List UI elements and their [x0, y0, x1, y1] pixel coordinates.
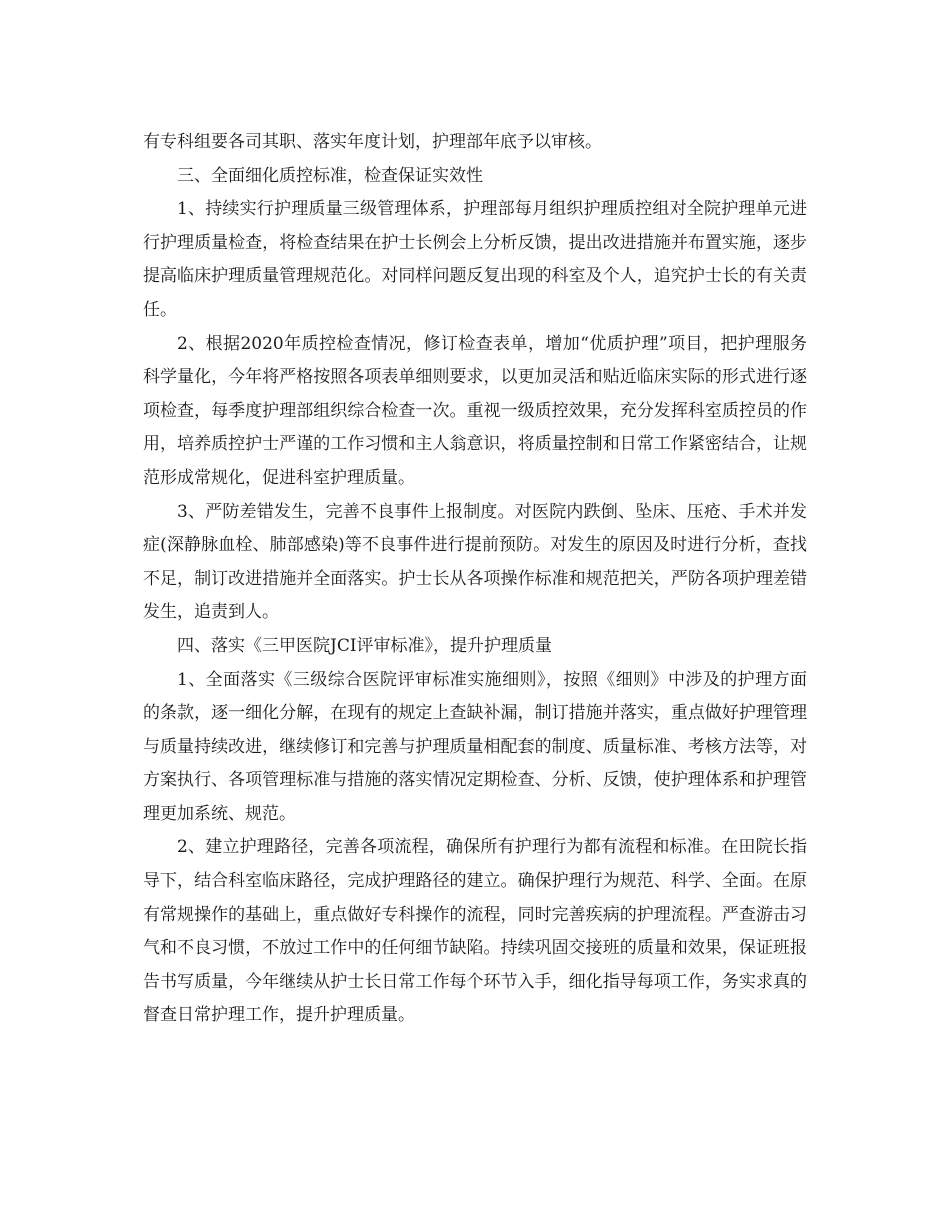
- paragraph-4-2: 2、建立护理路径，完善各项流程，确保所有护理行为都有流程和标准。在田院长指导下，结合科室临床路径，完成护理路径的建立。确保护理行为规范、科学、全面。在原有常规操作的基础上，重点做好专科操作的流程，同时完善疾病的护理流程。严查游击习气和不良习惯，不放过工作中的任何细节缺陷。持续巩固交接班的质量和效果，保证班报告书写质量，今年继续从护士长日常工作每个环节入手，细化指导每项工作，务实求真的督查日常护理工作，提升护理质量。: [143, 837, 807, 1026]
- document-body: [143, 126, 807, 1033]
- section-heading-3: 三、全面细化质控标准，检查保证实效性: [177, 165, 483, 186]
- paragraph-continuation: 有专科组要各司其职、落实年度计划，护理部年底予以审核。: [143, 132, 602, 152]
- paragraph-4-1: 1、全面落实《三级综合医院评审标准实施细则》，按照《细则》中涉及的护理方面的条款，逐一细化分解，在现有的规定上查缺补漏，制订措施并落实，重点做好护理管理与质量持续改进，继续修订和完善与护理质量相配套的制度、质量标准、考核方法等，对方案执行、各项管理标准与措施的落实情况定期检查、分析、反馈，使护理体系和护理管理更加系统、规范。: [143, 669, 807, 824]
- paragraph-3-1: 1、持续实行护理质量三级管理体系，护理部每月组织护理质控组对全院护理单元进行护理质量检查，将检查结果在护士长例会上分析反馈，提出改进措施并布置实施，逐步提高临床护理质量管理规范化。对同样问题反复出现的科室及个人，追究护士长的有关责任。: [143, 199, 807, 320]
- section-heading-4: 四、落实《三甲医院JCI评审标准》，提升护理质量: [177, 635, 553, 656]
- paragraph-3-2: 2、根据2020年质控检查情况，修订检查表单，增加“优质护理”项目，把护理服务科学量化，今年将严格按照各项表单细则要求，以更加灵活和贴近临床实际的形式进行逐项检查，每季度护理部组织综合检查一次。重视一级质控效果，充分发挥科室质控员的作用，培养质控护士严谨的工作习惯和主人翁意识，将质量控制和日常工作紧密结合，让规范形成常规化，促进科室护理质量。: [143, 333, 807, 488]
- paragraph-3-3: 3、严防差错发生，完善不良事件上报制度。对医院内跌倒、坠床、压疮、手术并发症(深静脉血栓、肺部感染)等不良事件进行提前预防。对发生的原因及时进行分析，查找不足，制订改进措施并全面落实。护士长从各项操作标准和规范把关，严防各项护理差错发生，追责到人。: [143, 501, 807, 623]
